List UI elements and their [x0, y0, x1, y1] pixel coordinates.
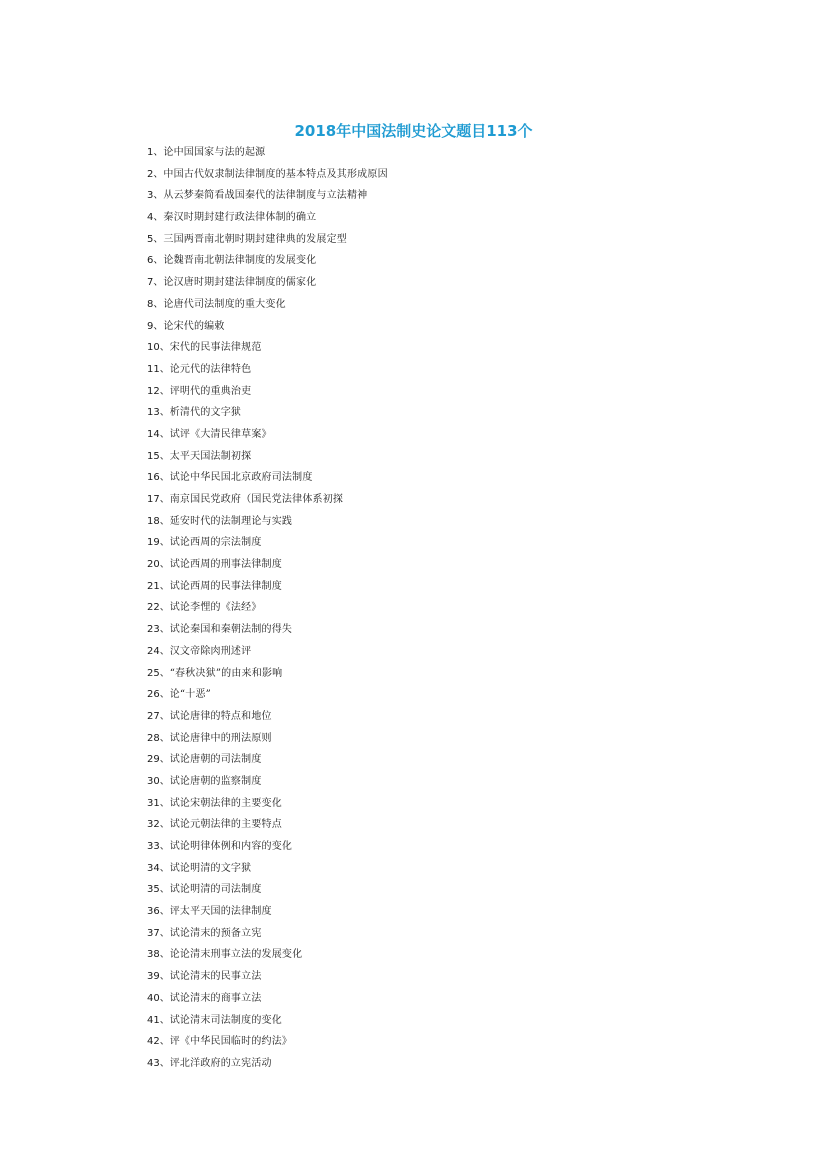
item-title: 试论唐朝的司法制度 — [169, 754, 262, 766]
list-item — [147, 728, 388, 750]
item-title: 三国两晋南北朝时期封建律典的发展定型 — [163, 233, 347, 245]
item-separator: 、 — [159, 819, 170, 831]
item-separator: 、 — [159, 342, 170, 354]
item-title: 试论明清的文字狱 — [169, 862, 252, 874]
item-title: 试论西周的宗法制度 — [169, 537, 262, 549]
list-item — [147, 164, 388, 186]
item-number: 42 — [147, 1036, 160, 1048]
item-number: 20 — [147, 559, 160, 571]
item-number: 11 — [147, 363, 160, 375]
item-separator: 、 — [159, 667, 170, 679]
item-title: 试论西周的民事法律制度 — [169, 580, 282, 592]
item-number: 21 — [147, 580, 160, 592]
list-item — [147, 641, 388, 663]
item-title: 延安时代的法制理论与实践 — [169, 515, 293, 527]
item-number: 6 — [147, 255, 154, 267]
item-number: 22 — [147, 602, 160, 614]
item-number: 30 — [147, 775, 160, 787]
list-item — [147, 1053, 388, 1075]
item-title: 试论宋朝法律的主要变化 — [169, 797, 282, 809]
item-title: 太平天国法制初探 — [169, 450, 252, 462]
item-number: 10 — [147, 342, 160, 354]
item-title: 论中国国家与法的起源 — [163, 147, 266, 158]
list-item — [147, 619, 388, 641]
item-separator: 、 — [159, 884, 170, 896]
item-separator: 、 — [159, 472, 170, 484]
item-title: 论汉唐时期封建法律制度的儒家化 — [163, 277, 317, 289]
list-item — [147, 1031, 388, 1053]
item-separator: 、 — [159, 775, 170, 787]
item-title: 论元代的法律特色 — [169, 363, 252, 375]
item-separator: 、 — [159, 862, 170, 874]
item-number: 33 — [147, 841, 160, 852]
list-item — [147, 944, 388, 966]
item-title: 评北洋政府的立宪活动 — [169, 1057, 272, 1069]
item-title: 评明代的重典治吏 — [169, 385, 252, 397]
item-separator: 、 — [159, 992, 170, 1004]
list-item — [147, 185, 388, 207]
item-separator: 、 — [159, 971, 170, 983]
list-item — [147, 923, 388, 945]
item-number: 25 — [147, 667, 160, 679]
item-separator: 、 — [159, 841, 170, 852]
list-item — [147, 554, 388, 576]
item-separator: 、 — [159, 385, 170, 397]
list-item — [147, 749, 388, 771]
item-title: 试论明律体例和内容的变化 — [169, 841, 293, 852]
list-item — [147, 576, 388, 598]
item-separator: 、 — [159, 428, 170, 440]
item-number: 5 — [147, 233, 154, 245]
item-title: 试论秦国和秦朝法制的得失 — [169, 624, 293, 636]
list-item — [147, 597, 388, 619]
item-number: 41 — [147, 1014, 160, 1026]
item-number: 4 — [147, 212, 154, 224]
item-title: 评《中华民国临时的约法》 — [169, 1036, 293, 1048]
item-number: 12 — [147, 385, 160, 397]
item-separator: 、 — [159, 363, 170, 375]
item-separator: 、 — [153, 298, 164, 310]
item-number: 26 — [147, 689, 160, 701]
item-number: 36 — [147, 906, 160, 918]
item-number: 43 — [147, 1057, 160, 1069]
list-item — [147, 272, 388, 294]
list-item — [147, 1010, 388, 1032]
list-item — [147, 489, 388, 511]
item-title: “春秋决狱”的由来和影响 — [169, 667, 283, 679]
item-separator: 、 — [153, 320, 164, 332]
list-item — [147, 684, 388, 706]
item-separator: 、 — [159, 710, 170, 722]
item-separator: 、 — [159, 645, 170, 657]
list-item — [147, 294, 388, 316]
item-title: 南京国民党政府（国民党法律体系初探 — [169, 494, 344, 505]
item-separator: 、 — [159, 624, 170, 636]
item-number: 40 — [147, 992, 160, 1004]
item-title: 试论唐律中的刑法原则 — [169, 732, 272, 744]
item-title: 论魏晋南北朝法律制度的发展变化 — [163, 255, 317, 267]
list-item — [147, 381, 388, 403]
list-item — [147, 879, 388, 901]
item-separator: 、 — [159, 754, 170, 766]
item-title: 试论李悝的《法经》 — [169, 602, 262, 614]
list-item — [147, 663, 388, 685]
item-number: 29 — [147, 754, 160, 766]
item-number: 1 — [147, 147, 154, 158]
item-title: 论唐代司法制度的重大变化 — [163, 298, 286, 310]
item-separator: 、 — [153, 190, 164, 202]
item-number: 28 — [147, 732, 160, 744]
item-separator: 、 — [159, 732, 170, 744]
item-number: 34 — [147, 862, 160, 874]
item-number: 9 — [147, 320, 154, 332]
item-separator: 、 — [159, 1014, 170, 1026]
item-title: 试论清末司法制度的变化 — [169, 1014, 282, 1026]
item-number: 8 — [147, 298, 154, 310]
item-title: 评太平天国的法律制度 — [169, 906, 272, 918]
list-item — [147, 966, 388, 988]
item-separator: 、 — [153, 168, 164, 180]
item-title: 汉文帝除肉刑述评 — [169, 645, 252, 657]
item-separator: 、 — [159, 515, 170, 527]
item-separator: 、 — [159, 450, 170, 462]
item-title: 试评《大清民律草案》 — [169, 428, 272, 440]
item-separator: 、 — [159, 689, 170, 701]
item-number: 17 — [147, 494, 160, 505]
item-separator: 、 — [159, 797, 170, 809]
topic-list — [147, 142, 388, 1075]
list-item — [147, 316, 388, 338]
list-item — [147, 229, 388, 251]
item-separator: 、 — [159, 906, 170, 918]
list-item — [147, 337, 388, 359]
item-separator: 、 — [153, 277, 164, 289]
item-number: 23 — [147, 624, 160, 636]
item-number: 15 — [147, 450, 160, 462]
item-number: 19 — [147, 537, 160, 549]
item-number: 18 — [147, 515, 160, 527]
item-title: 试论清末的预备立宪 — [169, 927, 262, 939]
item-number: 35 — [147, 884, 160, 896]
page-title: 2018年中国法制史论文题目113个 — [294, 122, 533, 140]
list-item — [147, 424, 388, 446]
item-title: 论“十恶” — [169, 689, 211, 701]
item-number: 27 — [147, 710, 160, 722]
item-separator: 、 — [153, 212, 164, 224]
item-separator: 、 — [153, 233, 164, 245]
list-item — [147, 402, 388, 424]
item-separator: 、 — [159, 494, 170, 505]
item-title: 论宋代的编敕 — [163, 320, 225, 332]
item-separator: 、 — [153, 147, 164, 158]
item-separator: 、 — [153, 255, 164, 267]
list-item — [147, 988, 388, 1010]
item-number: 3 — [147, 190, 154, 202]
item-number: 32 — [147, 819, 160, 831]
item-title: 试论清末的民事立法 — [169, 971, 262, 983]
item-title: 试论明清的司法制度 — [169, 884, 262, 896]
list-item — [147, 250, 388, 272]
item-number: 7 — [147, 277, 154, 289]
item-number: 38 — [147, 949, 160, 961]
item-title: 从云梦秦简看战国秦代的法律制度与立法精神 — [163, 190, 368, 202]
item-separator: 、 — [159, 407, 170, 419]
item-title: 论论清末刑事立法的发展变化 — [169, 949, 303, 961]
item-title: 试论中华民国北京政府司法制度 — [169, 472, 313, 484]
list-item — [147, 836, 388, 858]
item-number: 2 — [147, 168, 154, 180]
item-title: 试论西周的刑事法律制度 — [169, 559, 282, 571]
list-item — [147, 446, 388, 468]
item-title: 中国古代奴隶制法律制度的基本特点及其形成原因 — [163, 168, 388, 180]
list-item — [147, 359, 388, 381]
item-separator: 、 — [159, 949, 170, 961]
list-item — [147, 706, 388, 728]
item-separator: 、 — [159, 537, 170, 549]
item-separator: 、 — [159, 559, 170, 571]
item-number: 24 — [147, 645, 160, 657]
item-number: 14 — [147, 428, 160, 440]
item-title: 秦汉时期封建行政法律体制的确立 — [163, 212, 317, 224]
list-item — [147, 142, 388, 164]
item-separator: 、 — [159, 580, 170, 592]
item-separator: 、 — [159, 602, 170, 614]
item-number: 37 — [147, 927, 160, 939]
list-item — [147, 771, 388, 793]
item-separator: 、 — [159, 1057, 170, 1069]
list-item — [147, 467, 388, 489]
item-title: 试论唐律的特点和地位 — [169, 710, 272, 722]
item-number: 13 — [147, 407, 160, 419]
list-item — [147, 814, 388, 836]
list-item — [147, 858, 388, 880]
item-title: 宋代的民事法律规范 — [169, 342, 262, 354]
list-item — [147, 207, 388, 229]
list-item — [147, 793, 388, 815]
item-title: 试论清末的商事立法 — [169, 992, 262, 1004]
item-number: 31 — [147, 797, 160, 809]
item-title: 试论元朝法律的主要特点 — [169, 819, 282, 831]
item-title: 试论唐朝的监察制度 — [169, 775, 262, 787]
list-item — [147, 511, 388, 533]
item-separator: 、 — [159, 927, 170, 939]
item-separator: 、 — [159, 1036, 170, 1048]
list-item — [147, 901, 388, 923]
item-number: 16 — [147, 472, 160, 484]
item-title: 析清代的文字狱 — [169, 407, 242, 419]
item-number: 39 — [147, 971, 160, 983]
list-item — [147, 532, 388, 554]
